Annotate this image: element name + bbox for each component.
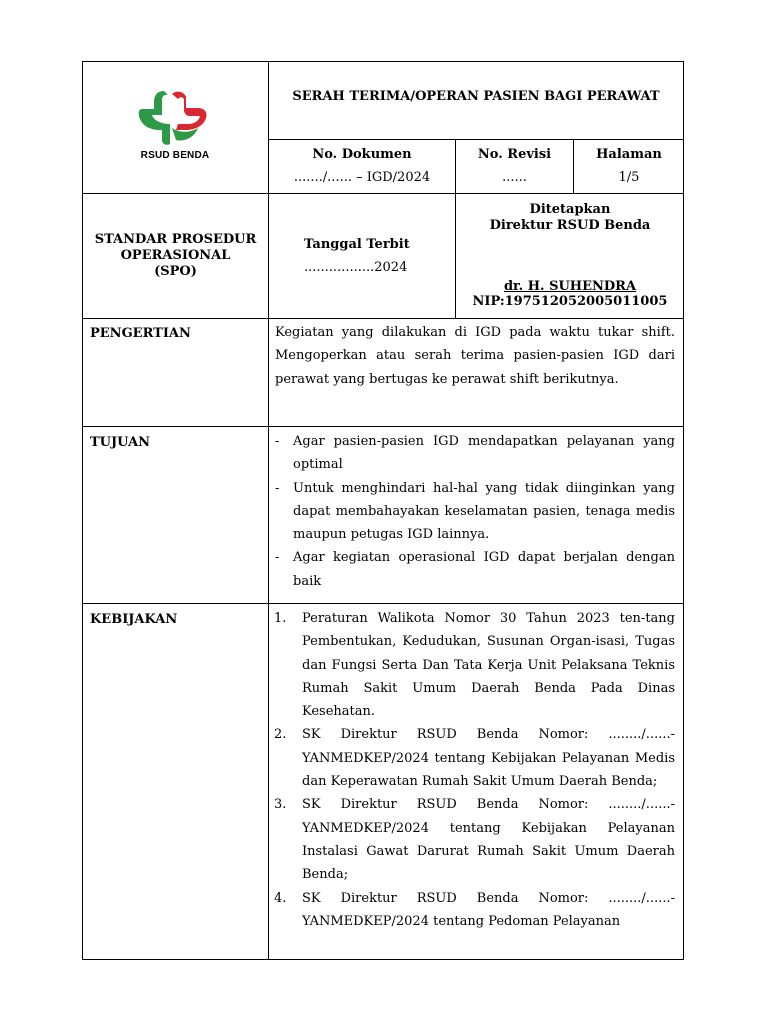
no-revisi-value: ...... bbox=[502, 170, 527, 185]
list-text: SK Direktur RSUD Benda Nomor: ......../......-YANMEDKEP/2024 tentang Kebijakan Pelayanan Instalasi Gawat Darurat Rumah Sakit Umum Daerah Benda; bbox=[302, 797, 675, 883]
list-number: 3. bbox=[274, 797, 287, 813]
no-revisi-label: No. Revisi bbox=[477, 147, 552, 162]
logo-text: RSUD BENDA bbox=[140, 150, 210, 161]
kebijakan-label: KEBIJAKAN bbox=[90, 612, 178, 627]
grid-line bbox=[268, 61, 269, 960]
grid-line bbox=[573, 139, 574, 194]
kebijakan-list bbox=[273, 607, 675, 933]
grid-line bbox=[268, 139, 684, 140]
direktur-label: Direktur RSUD Benda bbox=[489, 218, 651, 233]
list-item: - Agar pasien-pasien IGD mendapatkan pelayanan yang optimal bbox=[273, 430, 675, 477]
spo-heading bbox=[84, 232, 267, 280]
grid-line bbox=[82, 603, 684, 604]
list-item bbox=[273, 723, 675, 793]
list-item bbox=[273, 793, 675, 886]
list-number: 4. bbox=[274, 890, 287, 906]
list-text: SK Direktur RSUD Benda Nomor: ......../......-YANMEDKEP/2024 tentang Pedoman Pelayanan bbox=[302, 890, 675, 929]
ditetapkan-label: Ditetapkan bbox=[529, 202, 611, 217]
cross-hands-icon bbox=[132, 88, 218, 148]
spo-line-1: STANDAR PROSEDUR bbox=[94, 232, 257, 247]
halaman-label: Halaman bbox=[596, 147, 662, 162]
list-text: SK Direktur RSUD Benda Nomor: ......../......-YANMEDKEP/2024 tentang Kebijakan Pelayanan Medis dan Keperawatan Rumah Sakit Umum Daerah Benda; bbox=[302, 727, 675, 790]
hospital-logo bbox=[132, 88, 218, 168]
list-number: 2. bbox=[274, 727, 287, 743]
pengertian-text: Kegiatan yang dilakukan di IGD pada waktu tukar shift. Mengoperkan atau serah terima pasien-pasien IGD dari perawat yang bertugas ke perawat shift berikutnya. bbox=[275, 325, 675, 387]
list-number: 1. bbox=[274, 611, 287, 626]
list-item bbox=[273, 607, 675, 723]
list-item: - Untuk menghindari hal-hal yang tidak diinginkan yang dapat membahayakan keselamatan pasien, tenaga medis maupun petugas IGD lainnya. bbox=[273, 477, 675, 547]
list-item: - Agar kegiatan operasional IGD dapat berjalan dengan baik bbox=[273, 546, 675, 593]
list-text: Peraturan Walikota Nomor 30 Tahun 2023 ten-tang Pembentukan, Kedudukan, Susunan Organ-isasi, Tugas dan Fungsi Serta Dan Tata Kerja Unit Pelaksana Teknis Rumah Sakit Umum Daerah Benda Pada Dinas Kesehatan. bbox=[302, 611, 675, 720]
no-dokumen-label: No. Dokumen bbox=[312, 147, 412, 162]
spo-line-3: (SPO) bbox=[154, 264, 197, 279]
grid-line bbox=[455, 139, 456, 319]
grid-line bbox=[82, 193, 684, 194]
signer-name: dr. H. SUHENDRA bbox=[503, 279, 637, 294]
grid-line bbox=[82, 426, 684, 427]
grid-line bbox=[82, 318, 684, 319]
tujuan-list bbox=[273, 430, 675, 593]
list-item bbox=[273, 887, 675, 934]
signer-nip: NIP:197512052005011005 bbox=[472, 294, 668, 309]
spo-line-2: OPERASIONAL bbox=[120, 248, 231, 263]
document-title: SERAH TERIMA/OPERAN PASIEN BAGI PERAWAT bbox=[292, 89, 660, 104]
grid-line bbox=[82, 959, 684, 960]
pengertian-label: PENGERTIAN bbox=[90, 326, 191, 341]
tujuan-label: TUJUAN bbox=[90, 435, 151, 450]
halaman-value: 1/5 bbox=[618, 170, 640, 185]
tanggal-terbit-value: .................2024 bbox=[304, 260, 408, 275]
no-dokumen-value: ......./...... – IGD/2024 bbox=[293, 170, 431, 185]
page-bottom-mask bbox=[269, 959, 683, 1024]
tanggal-terbit-label: Tanggal Terbit bbox=[304, 237, 410, 252]
